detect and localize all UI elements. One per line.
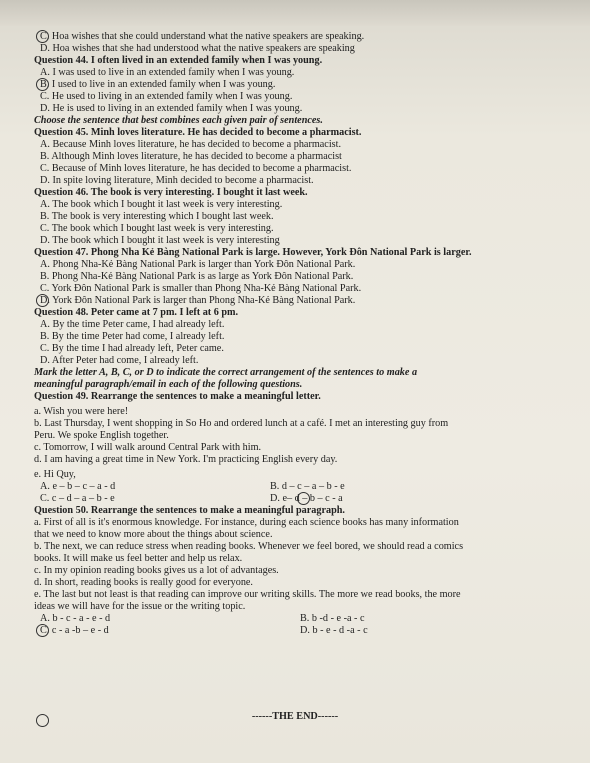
text-line: c. Tomorrow, I will walk around Central Park with him. (34, 442, 262, 453)
text-line: a. First of all is it's enormous knowledge. For instance, during each science books has many information (34, 517, 459, 528)
text-line: e. The last but not least is that reading can improve our writing skills. The more we read books, the more (34, 589, 461, 600)
question-line: Question 47. Phong Nha Kẻ Bàng National Park is large. However, York Đôn National Park is larger. (34, 247, 472, 258)
text-line: d. In short, reading books is really good for everyone. (34, 577, 253, 588)
text-line: C. By the time I had already left, Peter came. (40, 343, 224, 354)
question-line: Question 44. I often lived in an extended family when I was young. (34, 55, 323, 66)
answer-option: D. b - e - d -a - c (300, 625, 368, 636)
text-line: A. By the time Peter came, I had already left. (40, 319, 225, 330)
text-line: A. e – b – c – a - d (40, 481, 116, 492)
text-line: D. He is used to living in an extended family when I was young. (40, 103, 303, 114)
text-line: ideas we will have for the issue or the writing topic. (34, 601, 246, 612)
text-line: A. Because Minh loves literature, he has decided to become a pharmacist. (40, 139, 341, 150)
question-line: Question 45. Minh loves literature. He has decided to become a pharmacist. (34, 127, 362, 138)
text-line: A. I was used to live in an extended family when I was young. (40, 67, 295, 78)
question-line: Question 50. Rearrange the sentences to make a meaningful paragraph. (34, 505, 345, 516)
text-line: C. c - a -b – e - d (40, 625, 109, 636)
text-line: b. The next, we can reduce stress when reading books. Whenever we feel bored, we should read a comics (34, 541, 464, 552)
question-line: Question 48. Peter came at 7 pm. I left at 6 pm. (34, 307, 239, 318)
text-line: D. The book which I bought it last week is very interesting (40, 235, 280, 246)
text-line: A. The book which I bought it last week is very interesting. (40, 199, 283, 210)
text-line: A. b - c - a - e - d (40, 613, 111, 624)
the-end-footer: ------THE END------ (251, 711, 339, 722)
question-line: Question 49. Rearrange the sentences to make a meaningful letter. (34, 391, 321, 402)
instruction-line: Mark the letter A, B, C, or D to indicate the correct arrangement of the sentences to make a (34, 367, 418, 378)
text-line: B. Phong Nha-Kẻ Bàng National Park is as large as York Đôn National Park. (40, 271, 354, 282)
text-line: d. I am having a great time in New York. I'm practicing English every day. (34, 454, 338, 465)
text-line: A. Phong Nha-Kẻ Bàng National Park is larger than York Đôn National Park. (40, 259, 356, 270)
text-line: b. Last Thursday, I went shopping in So Ho and ordered lunch at a café. I met an interesting guy from (34, 418, 449, 429)
text-line: C. York Đôn National Park is smaller than Phong Nha-Kẻ Bàng National Park. (40, 283, 362, 294)
text-line: D. In spite loving literature, Minh decided to become a pharmacist. (40, 175, 314, 186)
text-line: books. It will make us feel better and help us relax. (34, 553, 243, 564)
text-line: B. The book is very interesting which I bought last week. (40, 211, 274, 222)
answer-option: B. b -d - e -a - c (300, 613, 365, 624)
text-line: C. Hoa wishes that she could understand what the native speakers are speaking. (40, 31, 365, 42)
text-line: C. The book which I bought last week is very interesting. (40, 223, 274, 234)
text-line: B. I used to live in an extended family when I was young. (40, 79, 276, 90)
text-line: a. Wish you were here! (34, 406, 129, 417)
question-line: Question 46. The book is very interesting. I bought it last week. (34, 187, 308, 198)
text-line: C. Because of Minh loves literature, he has decided to become a pharmacist. (40, 163, 352, 174)
text-line: Peru. We spoke English together. (34, 430, 169, 441)
text-line: D. Hoa wishes that she had understood what the native speakers are speaking (40, 43, 355, 54)
text-line: D. After Peter had come, I already left. (40, 355, 199, 366)
text-line: B. By the time Peter had come, I already left. (40, 331, 225, 342)
answer-option: B. d – c – a – b - e (270, 481, 345, 492)
answer-option: D. e– d – b – c - a (270, 493, 343, 504)
text-line: c. In my opinion reading books gives us a lot of advantages. (34, 565, 279, 576)
instruction-line: meaningful paragraph/email in each of the following questions. (34, 379, 303, 390)
text-line: C. He used to living in an extended family when I was young. (40, 91, 293, 102)
text-line: B. Although Minh loves literature, he has decided to become a pharmacist (40, 151, 342, 162)
text-line: that we need to know more about the things about science. (34, 529, 273, 540)
instruction-line: Choose the sentence that best combines each given pair of sentences. (34, 115, 323, 126)
text-line: C. c – d – a – b - e (40, 493, 115, 504)
text-line: D. York Đôn National Park is larger than Phong Nha-Kẻ Bàng National Park. (40, 295, 356, 306)
text-line: e. Hi Quy, (34, 469, 76, 480)
page-top-shadow (0, 0, 590, 26)
